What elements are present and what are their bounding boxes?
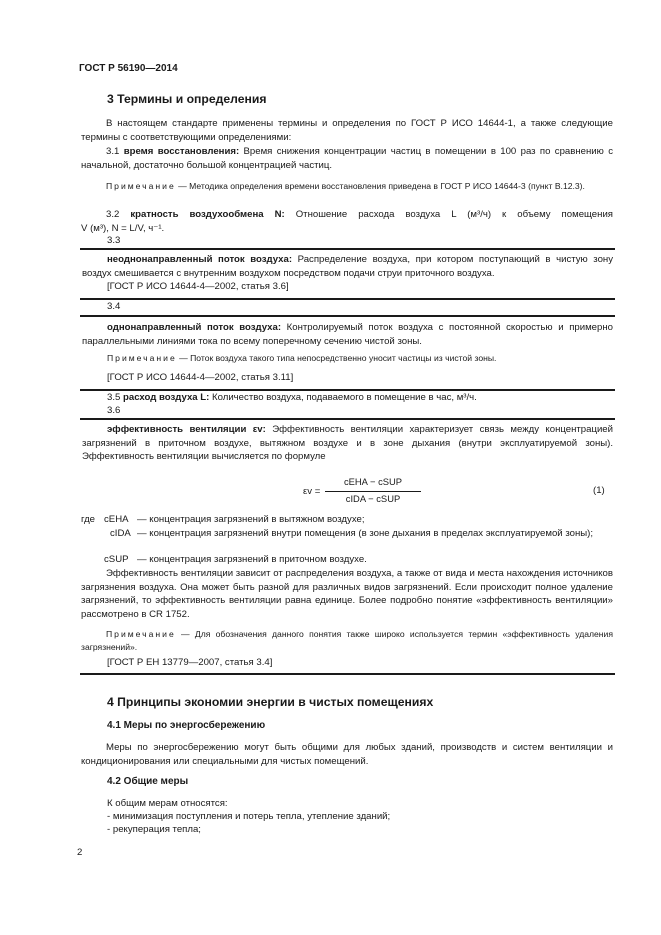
term-3-3-box (80, 248, 615, 300)
note-label: Примечание (107, 353, 177, 364)
legend-text-2: — концентрация загрязнений внутри помещения (в зоне дыхания в пределах эксплуатируемой зоны); (137, 528, 594, 539)
term-3-4-ref: [ГОСТ Р ИСО 14644-4—2002, статья 3.11] (107, 371, 294, 383)
list-item: - рекуперация тепла; (107, 824, 201, 835)
term-3-3 (80, 250, 615, 280)
term-number: 3.1 (106, 146, 120, 157)
term-title: время восстановления: (123, 146, 240, 157)
section-4-2-intro: К общим мерам относятся: (107, 798, 228, 809)
term-definition: Отношение расхода воздуха L (м³/ч) к объему помещения (295, 209, 613, 220)
term-title: расход воздуха L: (123, 392, 210, 403)
term-3-2 (81, 208, 613, 235)
legend-symbol-2: cIDA (110, 528, 131, 539)
term-definition: Эффективность вентиляции характеризует связь между концентрацией загрязнений в приточном воздухе, вытяжном воздухе и в зоне дыхания (внутри эксплуатируемой зоны). Эффективность вентиляции вычисляется по формуле (82, 424, 613, 463)
note-label: Примечание (106, 629, 176, 639)
section-4-1-title: 4.1 Меры по энергосбережению (107, 720, 266, 731)
section-3-intro: В настоящем стандарте применены термины и определения по ГОСТ Р ИСО 14644-1, а также следующие термины с соответствующими определениями: (81, 118, 613, 143)
formula-fraction (325, 475, 421, 505)
term-3-6-number: 3.6 (107, 405, 121, 416)
term-3-1 (81, 145, 613, 172)
term-3-4-number: 3.4 (107, 301, 121, 312)
term-number: 3.2 (106, 209, 120, 220)
section-4-title: 4 Принципы экономии энергии в чистых помещениях (107, 695, 434, 709)
legend-symbol-1: cEHA (104, 514, 129, 525)
formula-lhs: εv = (303, 486, 321, 497)
standard-header: ГОСТ Р 56190—2014 (79, 63, 178, 74)
formula-number: (1) (593, 485, 605, 496)
term-definition-cont: V (м³), N = L/V, ч⁻¹. (81, 222, 165, 234)
term-number: 3.5 (107, 392, 121, 403)
term-title: неоднонаправленный поток воздуха: (107, 254, 293, 265)
term-3-6 (80, 420, 615, 464)
term-title: эффективность вентиляции εv: (107, 424, 266, 435)
formula-denominator: cIDA − cSUP (345, 492, 401, 504)
section-4-1-text: Меры по энергосбережению могут быть общими для любых зданий, производств и систем вентиляции и кондиционирования или специальными для чистых помещений. (81, 742, 613, 767)
term-definition: Время снижения концентрации частиц в помещении в 100 раз по сравнению с начальной, достаточно большой концентрацией частиц. (81, 146, 613, 171)
formula-numerator: cEHA − cSUP (325, 475, 421, 492)
note-3-4 (80, 348, 615, 366)
term-title: однонаправленный поток воздуха: (107, 322, 282, 333)
term-3-3-ref: [ГОСТ Р ИСО 14644-4—2002, статья 3.6] (107, 281, 289, 293)
note-label: Примечание (106, 181, 176, 191)
note-3-6 (81, 628, 613, 654)
legend-where: где (81, 514, 96, 525)
section-4-2-title: 4.2 Общие меры (107, 776, 189, 787)
note-3-1 (81, 180, 613, 193)
page-number: 2 (77, 847, 83, 858)
term-3-4-box (80, 315, 615, 391)
note-text: — Методика определения времени восстановления приведена в ГОСТ Р ИСО 14644-3 (пункт В.12.3). (178, 181, 585, 191)
term-3-5 (107, 391, 477, 405)
term-definition: Количество воздуха, подаваемого в помещение в час, м³/ч. (212, 392, 477, 403)
term-definition: Распределение воздуха, при котором поступающий в чистую зону воздух смешивается с внутренним воздухом посредством подачи струи приточного воздуха. (82, 254, 614, 279)
formula-1 (303, 475, 423, 511)
term-title: кратность воздухообмена N: (130, 209, 285, 220)
term-3-6-text: Эффективность вентиляции зависит от распределения воздуха, а также от вида и места нахождения источников загрязнения воздуха. Она может быть разной для различных видов загрязнений. Если происходит полное удаление загрязнений, то эффективность вентиляции равна единице. Более подробно понятие «эффективность вентиляции» рассмотрено в CR 1752. (81, 568, 613, 620)
legend-text-1: — концентрация загрязнений в вытяжном воздухе; (137, 514, 365, 525)
term-3-4 (80, 317, 615, 348)
list-item: - минимизация поступления и потерь тепла, утепление зданий; (107, 811, 391, 822)
legend-text-3: — концентрация загрязнений в приточном воздухе. (137, 554, 367, 565)
note-text: — Для обозначения данного понятия также широко используется термин «эффективность удаления загрязнений». (81, 629, 613, 652)
term-definition: Контролируемый поток воздуха с постоянной скоростью и примерно параллельными линиями тока по всему поперечному сечению чистой зоны. (82, 322, 613, 347)
legend-symbol-3: cSUP (104, 554, 129, 565)
section-3-title: 3 Термины и определения (107, 92, 267, 106)
term-3-3-number: 3.3 (107, 235, 121, 246)
term-3-6-ref: [ГОСТ Р ЕН 13779—2007, статья 3.4] (107, 657, 273, 668)
note-text: — Поток воздуха такого типа непосредственно уносит частицы из чистой зоны. (179, 353, 497, 364)
